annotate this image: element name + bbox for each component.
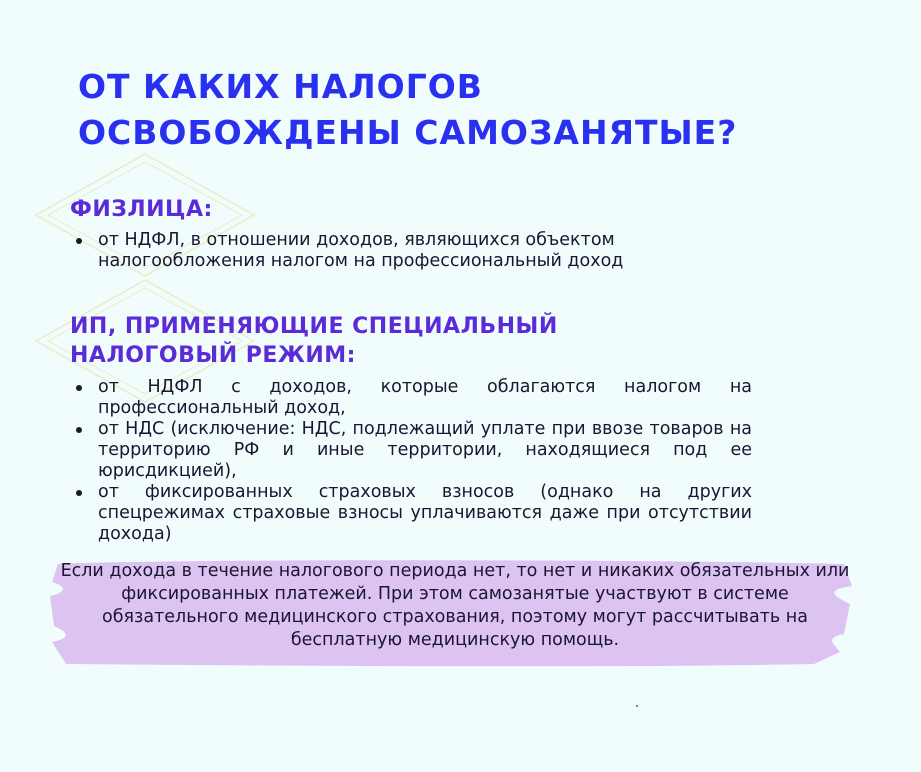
page-title bbox=[78, 64, 858, 156]
note-text: Если дохода в течение налогового периода нет, то нет и никаких обязательных или фиксированных платежей. При этом самозанятые участвуют в системе обязательного медицинского страхования, поэтому могут рассчитывать на бесплатную медицинскую помощь. bbox=[60, 561, 850, 650]
list-item-text: от НДС (исключение: НДС, подлежащий уплате при ввозе товаров на территорию РФ и иные территории, находящиеся под ее юрисдикцией), bbox=[98, 419, 752, 481]
section-heading-individuals-text: ФИЗЛИЦА: bbox=[70, 197, 213, 222]
decorative-dot bbox=[636, 705, 638, 707]
section-heading-entrepreneurs bbox=[70, 312, 558, 370]
section-heading-entrepreneurs-line-1: ИП, ПРИМЕНЯЮЩИЕ СПЕЦИАЛЬНЫЙ bbox=[70, 314, 558, 339]
section-heading-individuals bbox=[70, 195, 213, 224]
list-item-text: от фиксированных страховых взносов (однако на других спецрежимах страховые взносы уплачиваются даже при отсутствии дохода) bbox=[98, 482, 752, 544]
list-item bbox=[74, 230, 750, 272]
list-item bbox=[74, 377, 752, 419]
section-heading-entrepreneurs-line-2: НАЛОГОВЫЙ РЕЖИМ: bbox=[70, 343, 356, 368]
list-item-text: от НДФЛ, в отношении доходов, являющихся объектом налогообложения налогом на профессиональный доход bbox=[98, 230, 624, 271]
list-item-text: от НДФЛ с доходов, которые облагаются налогом на профессиональный доход, bbox=[98, 377, 752, 418]
individuals-exemption-list bbox=[74, 230, 750, 272]
list-item bbox=[74, 482, 752, 545]
list-item bbox=[74, 419, 752, 482]
title-line-1: ОТ КАКИХ НАЛОГОВ bbox=[78, 67, 483, 106]
title-line-2: ОСВОБОЖДЕНЫ САМОЗАНЯТЫЕ? bbox=[78, 113, 738, 152]
entrepreneurs-exemption-list bbox=[74, 377, 752, 545]
